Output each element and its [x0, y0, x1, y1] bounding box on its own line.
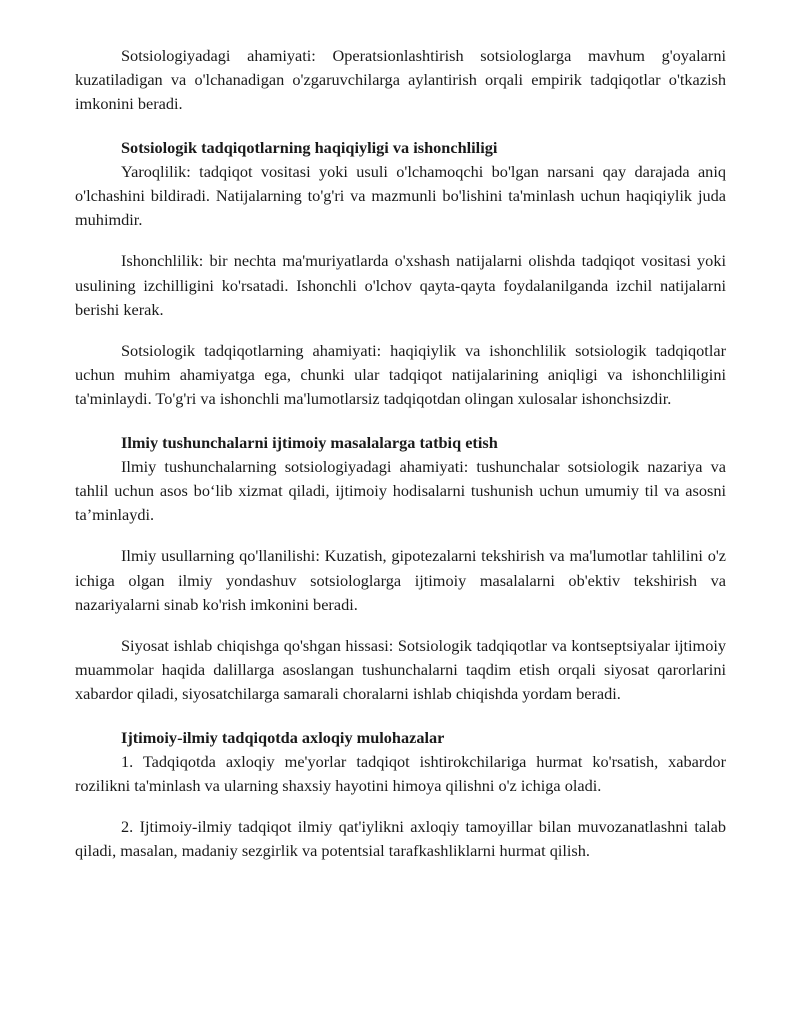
paragraph-scientific-methods: Ilmiy usullarning qo'llanilishi: Kuzatish, gipotezalarni tekshirish va ma'lumotlar tahlilini o'z ichiga olgan ilmiy yondashuv sotsiologlarga ijtimoiy masalalarni ob'ektiv tekshirish va nazariyalarni sinab ko'rish imkonini beradi.: [75, 546, 726, 614]
paragraph-research-importance: Sotsiologik tadqiqotlarning ahamiyati: haqiqiylik va ishonchlilik sotsiologik tadqiqotlar uchun muhim ahamiyatga ega, chunki ular tadqiqot natijalarining aniqligi va ishonchliligini ta'minlaydi. To'g'ri va ishonchli ma'lumotlarsiz tadqiqotdan olingan xulosalar ishonchsizdir.: [75, 341, 726, 409]
paragraph-concepts-importance: Ilmiy tushunchalarning sotsiologiyadagi ahamiyati: tushunchalar sotsiologik nazariya va tahlil uchun asos bo‘lib xizmat qiladi, ijtimoiy hodisalarni tushunish uchun umumiy til va asosni ta’minlaydi.: [75, 456, 726, 525]
heading-ethical-considerations: Ijtimoiy-ilmiy tadqiqotda axloqiy mulohazalar: [121, 727, 445, 747]
paragraph-ethics-point-1: 1. Tadqiqotda axloqiy me'yorlar tadqiqot ishtirokchilariga hurmat ko'rsatish, xabardor rozilikni ta'minlash va ularning shaxsiy hayotini himoya qilishni o'z ichiga oladi.: [75, 751, 726, 796]
paragraph-ethics-point-2: 2. Ijtimoiy-ilmiy tadqiqot ilmiy qat'iylikni axloqiy tamoyillar bilan muvozanatlashni talab qiladi, masalan, madaniy sezgirlik va potentsial tarafkashliklarni hurmat qilish.: [75, 817, 726, 861]
paragraph-reliability: Ishonchlilik: bir nechta ma'muriyatlarda o'xshash natijalarni olishda tadqiqot vositasi yoki usulining izchilligini ko'rsatadi. Ishonchli o'lchov qayta-qayta foydalanilganda izchil natijalarni berishi kerak.: [75, 251, 726, 319]
heading-validity-reliability: Sotsiologik tadqiqotlarning haqiqiyligi va ishonchliligi: [121, 137, 498, 157]
heading-scientific-concepts: Ilmiy tushunchalarni ijtimoiy masalalarga tatbiq etish: [121, 432, 498, 452]
paragraph-policy-contribution: Siyosat ishlab chiqishga qo'shgan hissasi: Sotsiologik tadqiqotlar va kontseptsiyalar ijtimoiy muammolar haqida dalillarga asoslangan tushunchalarni taqdim etish orqali siyosat qarorlarini xabardor qiladi, siyosatchilarga samarali choralarni ishlab chiqishda yordam beradi.: [75, 636, 726, 704]
document-page: [75, 44, 726, 864]
paragraph-operationalization-significance: Sotsiologiyadagi ahamiyati: Operatsionlashtirish sotsiologlarga mavhum g'oyalarni kuzatiladigan va o'lchanadigan o'zgaruvchilarga aylantirish orqali empirik tadqiqotlar o'tkazish imkonini beradi.: [75, 46, 726, 114]
paragraph-validity: Yaroqlilik: tadqiqot vositasi yoki usuli o'lchamoqchi bo'lgan narsani qay darajada aniq o'lchashini bildiradi. Natijalarning to'g'ri va mazmunli bo'lishini ta'minlash uchun haqiqiylik juda muhimdir.: [75, 161, 726, 230]
